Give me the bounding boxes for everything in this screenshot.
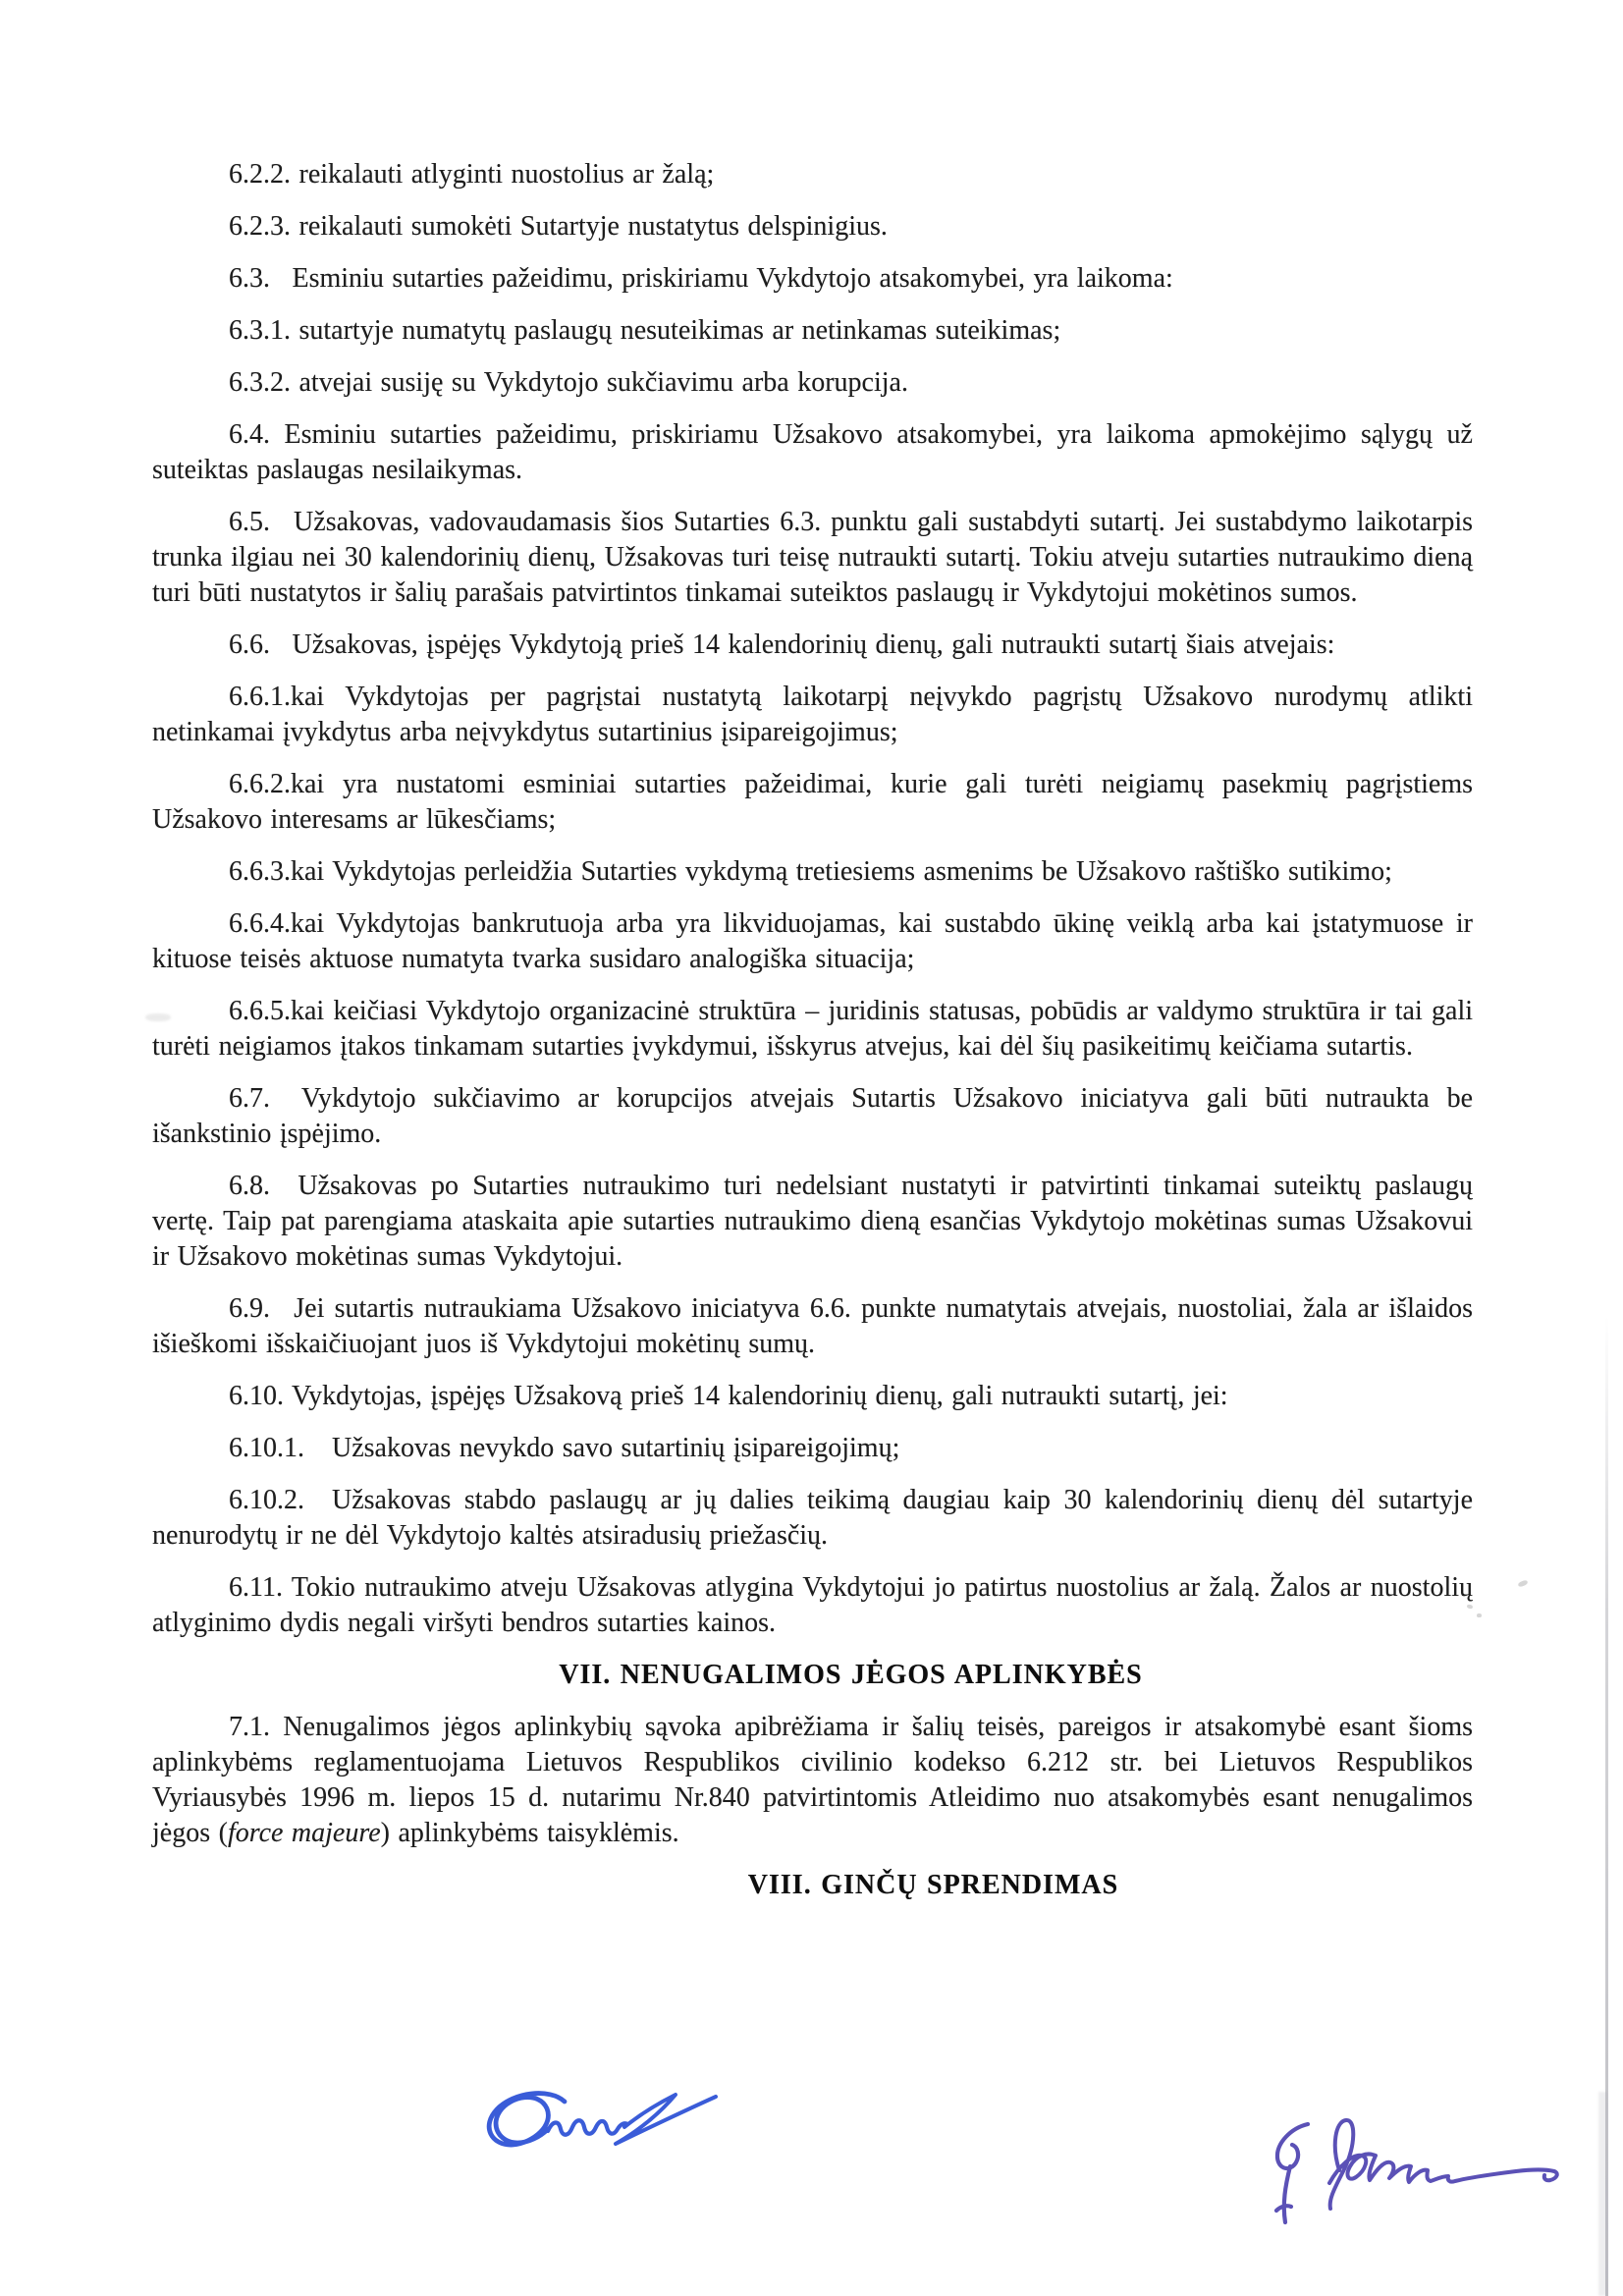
signature-right-main-stroke (1329, 2120, 1557, 2209)
section-vii-heading: VII. NENUGALIMOS JĖGOS APLINKYBĖS (559, 1660, 1143, 1690)
clause-6-9: 6.9. Jei sutartis nutraukiama Užsakovo iniciatyva 6.6. punkte numatytais atvejais, nuostoliai, žala ar išlaidos išieškomi išskaičiuojant juos iš Vykdytojui mokėtinų sumų. (152, 1293, 1473, 1359)
clause-6-2-2: 6.2.2. reikalauti atlyginti nuostolius ar žalą; (229, 159, 715, 190)
clause-6-5: 6.5. Užsakovas, vadovaudamasis šios Sutarties 6.3. punktu gali sustabdyti sutartį. Jei sustabdymo laikotarpis trunka ilgiau nei 30 kalendorinių dienų, Užsakovas turi teisę nutraukti sutartį. Tokiu atveju sutarties nutraukimo dieną turi būti nustatytos ir šalių parašais patvirtintos tinkamai suteiktos paslaugų ir Vykdytojui mokėtinos sumos. (152, 507, 1473, 608)
signature-left-humps-stroke (548, 2120, 627, 2135)
clause-6-10: 6.10. Vykdytojas, įspėjęs Užsakovą prieš 14 kalendorinių dienų, gali nutraukti sutartį, jei: (229, 1381, 1228, 1411)
clause-6-6: 6.6. Užsakovas, įspėjęs Vykdytoją prieš 14 kalendorinių dienų, gali nutraukti sutartį šiais atvejais: (229, 629, 1335, 660)
signature-right-initial-stroke (1276, 2124, 1308, 2222)
clause-6-6-1: 6.6.1.kai Vykdytojas per pagrįstai nustatytą laikotarpį neįvykdo pagrįstų Užsakovo nurodymų atlikti netinkamai įvykdytus arba neįvykdytus sutartinius įsipareigojimus; (152, 682, 1473, 747)
signature-left-flourish-stroke (616, 2095, 716, 2144)
clause-6-2-3: 6.2.3. reikalauti sumokėti Sutartyje nustatytus delspinigius. (229, 211, 888, 242)
clause-6-3-2: 6.3.2. atvejai susiję su Vykdytojo sukčiavimu arba korupcija. (229, 367, 908, 398)
signature-left (469, 2082, 720, 2162)
scan-speck (145, 1013, 171, 1021)
clause-6-11: 6.11. Tokio nutraukimo atveju Užsakovas atlygina Vykdytojui jo patirtus nuostolius ar žalą. Žalos ar nuostolių atlyginimo dydis negali viršyti bendros sutarties kainos. (152, 1572, 1473, 1638)
clause-6-3-1: 6.3.1. sutartyje numatytų paslaugų nesuteikimas ar netinkamas suteikimas; (229, 315, 1061, 346)
signature-left-loop-stroke (489, 2094, 565, 2145)
clause-7-1 (152, 1710, 1473, 1851)
section-viii-heading: VIII. GINČŲ SPRENDIMAS (747, 1870, 1119, 1900)
clause-6-6-2: 6.6.2.kai yra nustatomi esminiai sutarties pažeidimai, kurie gali turėti neigiamų pasekmių pagrįstiems Užsakovo interesams ar lūkesčiams; (152, 769, 1473, 835)
force-majeure-italic: force majeure (227, 1818, 381, 1848)
contract-body (152, 157, 1473, 1920)
scan-speck (1477, 1613, 1482, 1617)
scan-speck (1517, 1579, 1528, 1587)
signature-right (1265, 2111, 1579, 2244)
clause-6-4: 6.4. Esminiu sutarties pažeidimu, priskiriamu Užsakovo atsakomybei, yra laikoma apmokėjimo sąlygų už suteiktas paslaugas nesilaikymas. (152, 419, 1473, 485)
clause-6-6-5: 6.6.5.kai keičiasi Vykdytojo organizacinė struktūra – juridinis statusas, pobūdis ar valdymo struktūra ir tai gali turėti neigiamos įtakos tinkamam sutarties įvykdymui, išskyrus atvejus, kai dėl šių pasikeitimų keičiama sutartis. (152, 996, 1473, 1062)
clause-6-6-3: 6.6.3.kai Vykdytojas perleidžia Sutarties vykdymą tretiesiems asmenims be Užsakovo raštiško sutikimo; (229, 856, 1392, 887)
clause-6-7: 6.7. Vykdytojo sukčiavimo ar korupcijos atvejais Sutartis Užsakovo iniciatyva gali būti nutraukta be išankstinio įspėjimo. (152, 1083, 1473, 1149)
clause-6-10-2: 6.10.2. Užsakovas stabdo paslaugų ar jų dalies teikimą daugiau kaip 30 kalendorinių dienų dėl sutartyje nenurodytų ir ne dėl Vykdytojo kaltės atsiradusių priežasčių. (152, 1485, 1473, 1551)
clause-6-10-1: 6.10.1. Užsakovas nevykdo savo sutartinių įsipareigojimų; (229, 1433, 900, 1463)
clause-7-1-text-end: ) aplinkybėms taisyklėmis. (380, 1818, 679, 1848)
clause-6-8: 6.8. Užsakovas po Sutarties nutraukimo turi nedelsiant nustatyti ir patvirtinti tinkamai suteiktų paslaugų vertę. Taip pat parengiama ataskaita apie sutarties nutraukimo dieną esančias Vykdytojo mokėtinas sumas Užsakovui ir Užsakovo mokėtinas sumas Vykdytojui. (152, 1171, 1473, 1272)
clause-6-6-4: 6.6.4.kai Vykdytojas bankrutuoja arba yra likviduojamas, kai sustabdo ūkinę veiklą arba kai įstatymuose ir kituose teisės aktuose numatyta tvarka susidaro analogiška situacija; (152, 908, 1473, 974)
scan-edge-shadow (1598, 2092, 1607, 2296)
clause-6-3: 6.3. Esminiu sutarties pažeidimu, priskiriamu Vykdytojo atsakomybei, yra laikoma: (229, 263, 1173, 294)
clause-7-1-text: 7.1. Nenugalimos jėgos aplinkybių sąvoka apibrėžiama ir šalių teisės, pareigos ir atsakomybė esant šioms aplinkybėms reglamentuojama Lietuvos Respublikos civilinio kodekso 6.212 str. bei Lietuvos Respublikos Vyriausybės 1996 m. liepos 15 d. nutarimu Nr.840 patvirtintomis Atleidimo nuo atsakomybės esant nenugalimos jėgos ( (152, 1712, 1473, 1848)
